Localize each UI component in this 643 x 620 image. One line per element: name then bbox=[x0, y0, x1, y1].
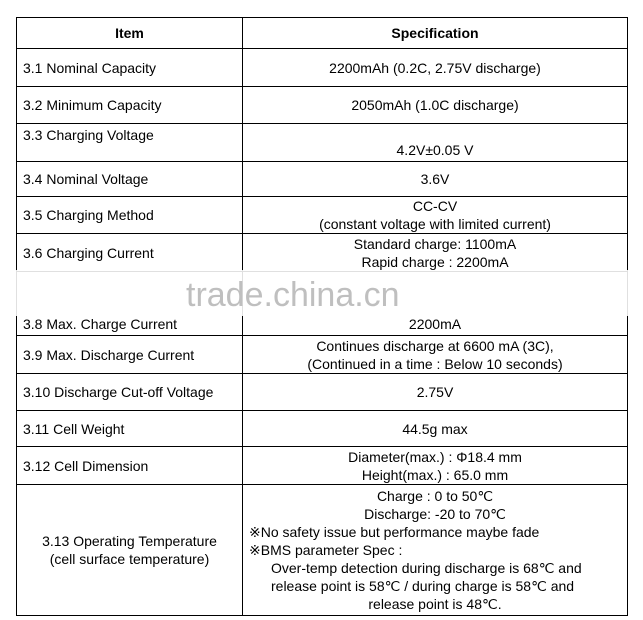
table-row bbox=[17, 234, 628, 272]
row-spec bbox=[243, 124, 628, 162]
column-header-specification: Specification bbox=[243, 18, 628, 49]
spec-line: 3.6V bbox=[420, 171, 450, 187]
table-row bbox=[17, 197, 628, 234]
table-row bbox=[17, 447, 628, 485]
table-row bbox=[17, 374, 628, 411]
row-item-sublabel: (cell surface temperature) bbox=[49, 551, 210, 567]
row-item: 3.2 Minimum Capacity bbox=[17, 87, 243, 124]
table-row bbox=[17, 124, 628, 162]
spec-line: 2200mA bbox=[408, 316, 462, 332]
row-item bbox=[17, 124, 243, 162]
row-spec bbox=[243, 411, 628, 447]
row-spec bbox=[243, 447, 628, 485]
spec-line: Discharge: -20 to 70℃ bbox=[364, 506, 506, 522]
column-header-item: Item bbox=[17, 18, 243, 49]
table-row bbox=[17, 162, 628, 197]
spec-line: 4.2V±0.05 V bbox=[396, 142, 474, 158]
row-item: 3.5 Charging Method bbox=[17, 197, 243, 234]
row-item: 3.9 Max. Discharge Current bbox=[17, 336, 243, 374]
spec-line: Continues discharge at 6600 mA (3C), bbox=[316, 337, 554, 354]
row-spec bbox=[243, 234, 628, 272]
table-header-row bbox=[17, 18, 628, 49]
row-item-label: 3.3 Charging Voltage bbox=[23, 127, 154, 143]
table-row bbox=[17, 485, 628, 616]
table-row bbox=[17, 411, 628, 447]
row-spec bbox=[243, 336, 628, 374]
spec-line: Charge : 0 to 50℃ bbox=[376, 488, 494, 504]
spec-line: release point is 48℃. bbox=[368, 596, 502, 612]
row-item: 3.6 Charging Current bbox=[17, 234, 243, 272]
spec-line: Standard charge: 1100mA bbox=[353, 235, 517, 252]
spec-line: CC-CV bbox=[412, 198, 458, 214]
row-spec bbox=[243, 485, 628, 616]
row-spec bbox=[243, 49, 628, 87]
row-item: 3.11 Cell Weight bbox=[17, 411, 243, 447]
row-spec bbox=[243, 162, 628, 197]
row-item-label: 3.13 Operating Temperature bbox=[42, 533, 217, 549]
spec-line: 2050mAh (1.0C discharge) bbox=[351, 97, 519, 113]
spec-note: ※No safety issue but performance maybe fade bbox=[249, 524, 540, 540]
table-row bbox=[17, 49, 628, 87]
spec-line: Over-temp detection during discharge is 68℃ and bbox=[271, 560, 582, 576]
row-item: 3.12 Cell Dimension bbox=[17, 447, 243, 485]
specification-table bbox=[16, 17, 628, 616]
spec-line: Rapid charge : 2200mA bbox=[361, 253, 509, 270]
row-spec bbox=[243, 374, 628, 411]
spec-line: release point is 58℃ / during charge is 58℃ and bbox=[271, 578, 575, 594]
table-row bbox=[17, 336, 628, 374]
spec-line: (constant voltage with limited current) bbox=[319, 216, 551, 232]
row-item bbox=[17, 485, 243, 616]
row-item: 3.1 Nominal Capacity bbox=[17, 49, 243, 87]
spec-line: 44.5g max bbox=[402, 420, 468, 437]
row-item: 3.10 Discharge Cut-off Voltage bbox=[17, 374, 243, 411]
row-item-label: 3.8 Max. Charge Current bbox=[23, 316, 178, 332]
row-spec bbox=[243, 197, 628, 234]
row-spec bbox=[243, 87, 628, 124]
watermark-text: trade.china.cn bbox=[186, 276, 400, 314]
spec-line: 2200mAh (0.2C, 2.75V discharge) bbox=[329, 59, 541, 76]
spec-note: ※BMS parameter Spec : bbox=[249, 542, 403, 558]
row-item: 3.4 Nominal Voltage bbox=[17, 162, 243, 197]
spec-line: (Continued in a time : Below 10 seconds) bbox=[307, 355, 563, 372]
spec-line: 2.75V bbox=[416, 384, 454, 400]
spec-line: Diameter(max.) : Φ18.4 mm bbox=[348, 448, 522, 465]
spec-line: Height(max.) : 65.0 mm bbox=[361, 466, 509, 483]
table-row bbox=[17, 87, 628, 124]
